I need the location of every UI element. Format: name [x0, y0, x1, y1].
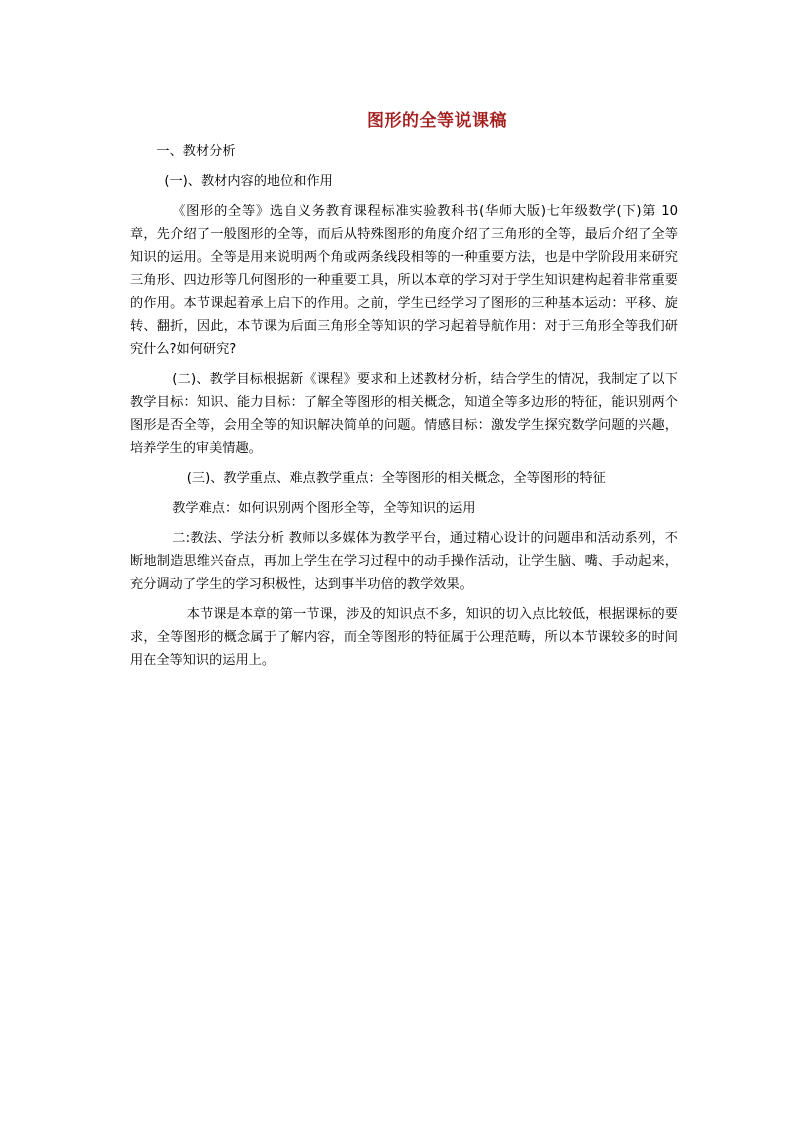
document-body — [130, 140, 678, 672]
paragraph-lesson-summary: 本节课是本章的第一节课，涉及的知识点不多，知识的切入点比较低，根据课标的要求，全等图形的概念属于了解内容，而全等图形的特征属于公理范畴，所以本节课较多的时间用在全等知识的运用上。 — [130, 607, 678, 668]
paragraph-teaching-methods: 二:教法、学法分析 教师以多媒体为教学平台，通过精心设计的问题串和活动系列，不断地制造思维兴奋点，再加上学生在学习过程中的动手操作活动，让学生脑、嘴、手动起来，充分调动了学生的学习积极性，达到事半功倍的教学效果。 — [130, 531, 678, 592]
subsection-heading-content-position: (一)、教材内容的地位和作用 — [164, 174, 333, 189]
paragraph-key-points: (三)、教学重点、难点教学重点：全等图形的相关概念，全等图形的特征 — [186, 471, 606, 486]
paragraph-difficult-points: 教学难点：如何识别两个图形全等，全等知识的运用 — [172, 501, 476, 516]
section-heading-textbook-analysis: 一、教材分析 — [156, 144, 236, 159]
document-title: 图形的全等说课稿 — [367, 111, 507, 131]
paragraph-teaching-goals: (二)、教学目标根据新《课程》要求和上述教材分析，结合学生的情况，我制定了以下教学目标：知识、能力目标：了解全等图形的相关概念，知道全等多边形的特征，能识别两个图形是否全等，会用全等的知识解决简单的问题。情感目标：激发学生探究数学问题的兴趣，培养学生的审美情趣。 — [130, 372, 678, 456]
paragraph-content-position: 《图形的全等》选自义务教育课程标准实验教科书(华师大版)七年级数学(下)第 10 章，先介绍了一般图形的全等，而后从特殊图形的角度介绍了三角形的全等，最后介绍了全等知识的运用。全等是用来说明两个角或两条线段相等的一种重要方法，也是中学阶段用来研究三角形、四边形等几何图形的一种重要工具，所以本章的学习对于学生知识建构起着非常重要的作用。本节课起着承上启下的作用。之前，学生已经学习了图形的三种基本运动：平移、旋转、翻折，因此，本节课为后面三角形全等知识的学习起着导航作用：对于三角形全等我们研究什么?如何研究? — [130, 204, 678, 357]
